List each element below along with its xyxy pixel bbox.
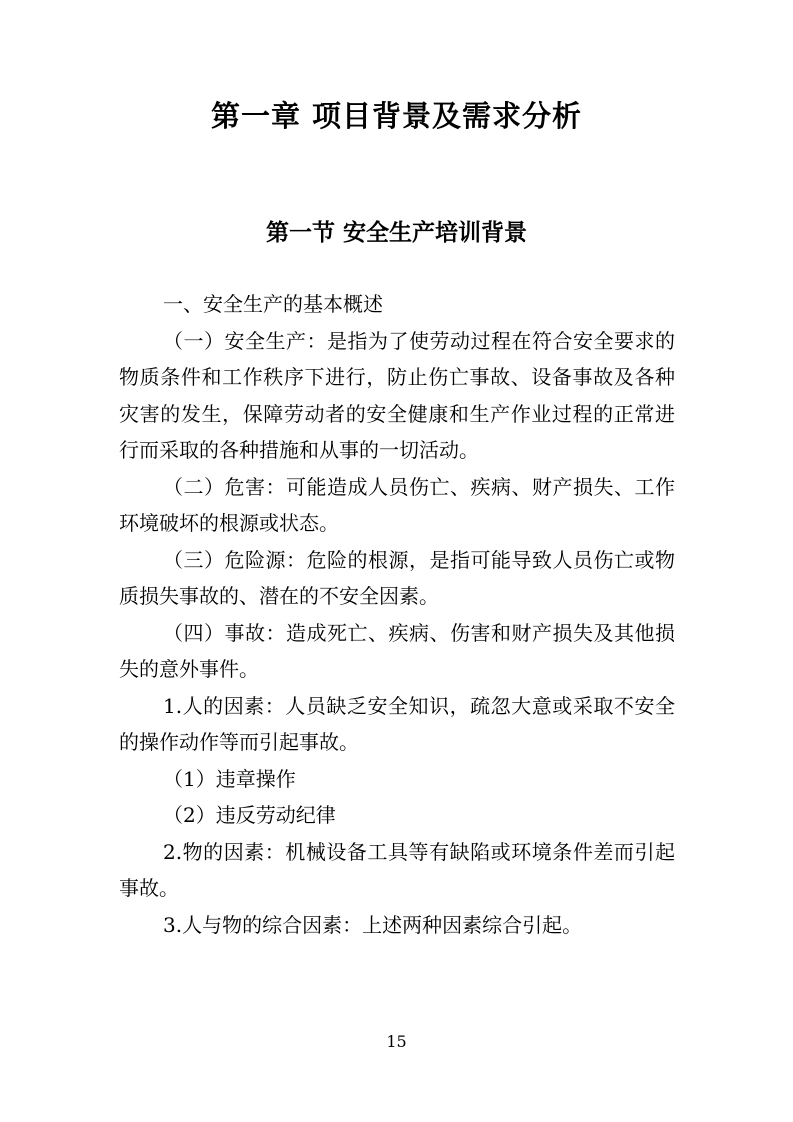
paragraph-combined-factor: 3.人与物的综合因素：上述两种因素综合引起。 (163, 912, 583, 937)
chapter-title: 第一章 项目背景及需求分析 (210, 99, 583, 133)
paragraph-hazard-source: （三）危险源：危险的根源，是指可能导致人员伤亡或物质损失事故的、潜在的不安全因素。 (119, 547, 675, 608)
paragraph-accident: （四）事故：造成死亡、疾病、伤害和财产损失及其他损失的意外事件。 (119, 620, 675, 681)
paragraph-violation-discipline: （2）违反劳动纪律 (163, 803, 336, 827)
paragraph-safety-production: （一）安全生产：是指为了使劳动过程在符合安全要求的物质条件和工作秩序下进行，防止伤亡事故、设备事故及各种灾害的发生，保障劳动者的安全健康和生产作业过程的正常进行而采取的各种措施和从事的一切活动。 (119, 328, 675, 462)
paragraph-violation-operation: （1）违章操作 (163, 766, 296, 791)
paragraph-human-factor: 1.人的因素：人员缺乏安全知识，疏忽大意或采取不安全的操作动作等而引起事故。 (119, 693, 675, 754)
body-text (119, 286, 675, 943)
section-title: 第一节 安全生产培训背景 (265, 220, 527, 246)
paragraph-heading-overview: 一、安全生产的基本概述 (163, 292, 383, 316)
paragraph-material-factor: 2.物的因素：机械设备工具等有缺陷或环境条件差而引起事故。 (119, 839, 675, 900)
page-number: 15 (386, 1032, 407, 1051)
paragraph-hazard: （二）危害：可能造成人员伤亡、疾病、财产损失、工作环境破坏的根源或状态。 (119, 474, 675, 535)
